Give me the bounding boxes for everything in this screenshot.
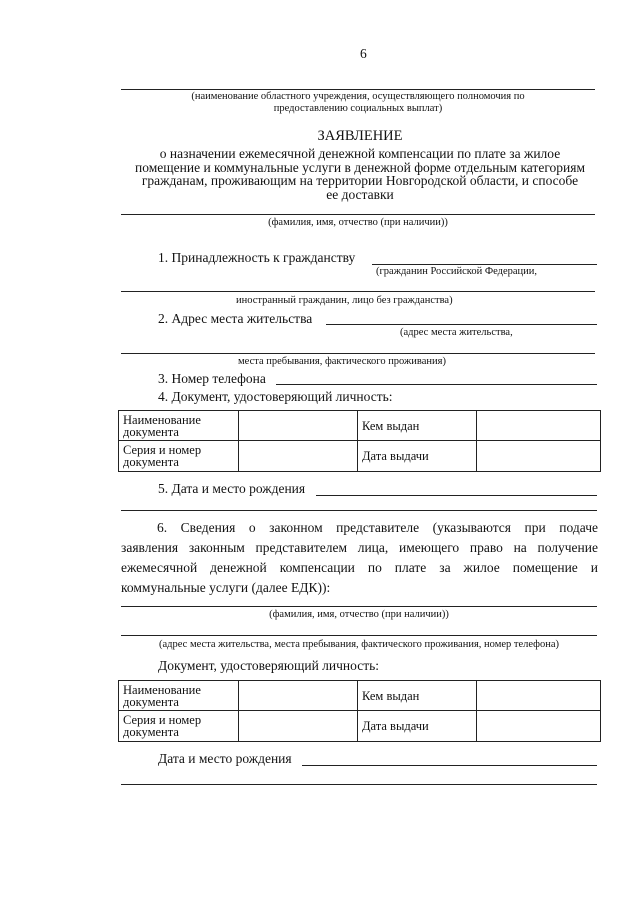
table-row — [119, 441, 601, 472]
rep-doc-series-field[interactable] — [239, 711, 358, 742]
rep-doc-name-label: Наименование документа — [119, 681, 239, 711]
id-doc-label: 4. Документ, удостоверяющий личность: — [158, 389, 393, 404]
applicant-fio-caption: (фамилия, имя, отчество (при наличии)) — [268, 217, 448, 228]
representative-fio-caption: (фамилия, имя, отчество (при наличии)) — [269, 609, 449, 620]
address-label: 2. Адрес места жительства — [158, 311, 313, 326]
representative-id-doc-label: Документ, удостоверяющий личность: — [158, 658, 380, 673]
doc-name-field[interactable] — [239, 411, 358, 441]
representative-birth-line-2[interactable] — [121, 784, 597, 785]
rep-doc-issue-date-field[interactable] — [477, 711, 601, 742]
doc-name-label: Наименование документа — [119, 411, 239, 441]
representative-birth-label: Дата и место рождения — [158, 751, 292, 766]
citizenship-caption-2: иностранный гражданин, лицо без гражданства) — [236, 295, 453, 306]
doc-issued-by-label: Кем выдан — [358, 411, 477, 441]
table-row — [119, 711, 601, 742]
applicant-doc-table — [118, 410, 601, 472]
document-subtitle: о назначении ежемесячной денежной компенсации по плате за жилое помещение и коммунальные услуги в денежной форме отдельным категориям гражданам, проживающим на территории Новгородской области, и способе ее доставки — [134, 146, 586, 202]
citizenship-line-2[interactable] — [121, 291, 595, 292]
doc-issue-date-field[interactable] — [477, 441, 601, 472]
rep-doc-name-field[interactable] — [239, 681, 358, 711]
citizenship-caption-1: (гражданин Российской Федерации, — [376, 266, 538, 277]
citizenship-line[interactable] — [372, 264, 597, 265]
rep-doc-issued-by-label: Кем выдан — [358, 681, 477, 711]
rep-doc-issue-date-label: Дата выдачи — [358, 711, 477, 742]
document-title: ЗАЯВЛЕНИЕ — [317, 128, 403, 144]
table-row — [119, 411, 601, 441]
doc-series-field[interactable] — [239, 441, 358, 472]
representative-birth-line[interactable] — [302, 765, 597, 766]
birth-label: 5. Дата и место рождения — [158, 481, 306, 496]
institution-line[interactable] — [121, 89, 595, 90]
birth-line-2[interactable] — [121, 510, 597, 511]
address-caption-2: места пребывания, фактического проживания) — [238, 356, 446, 367]
representative-paragraph: 6. Сведения о законном представителе (указываются при подаче заявления законным представителем лица, имеющего право на получение ежемесячной денежной компенсации по плате за жилое помещение и коммунальные услуги (далее ЕДК)): — [121, 520, 598, 595]
representative-doc-table — [118, 680, 601, 742]
representative-address-caption: (адрес места жительства, места пребывания, фактического проживания, номер телефона) — [159, 639, 559, 650]
rep-doc-issued-by-field[interactable] — [477, 681, 601, 711]
page-number: 6 — [360, 46, 367, 61]
address-caption-1: (адрес места жительства, — [400, 327, 513, 338]
address-line-2[interactable] — [121, 353, 595, 354]
doc-series-label: Серия и номер документа — [119, 441, 239, 472]
table-row — [119, 681, 601, 711]
representative-address-line[interactable] — [121, 635, 597, 636]
applicant-fio-line[interactable] — [121, 214, 595, 215]
institution-caption: (наименование областного учреждения, осуществляющего полномочия по предоставлению социальных выплат) — [191, 91, 525, 114]
phone-line[interactable] — [276, 384, 597, 385]
doc-issue-date-label: Дата выдачи — [358, 441, 477, 472]
address-line[interactable] — [326, 324, 597, 325]
phone-label: 3. Номер телефона — [158, 371, 266, 386]
doc-issued-by-field[interactable] — [477, 411, 601, 441]
rep-doc-series-label: Серия и номер документа — [119, 711, 239, 742]
representative-fio-line[interactable] — [121, 606, 597, 607]
citizenship-label: 1. Принадлежность к гражданству — [158, 250, 356, 265]
birth-line[interactable] — [316, 495, 597, 496]
